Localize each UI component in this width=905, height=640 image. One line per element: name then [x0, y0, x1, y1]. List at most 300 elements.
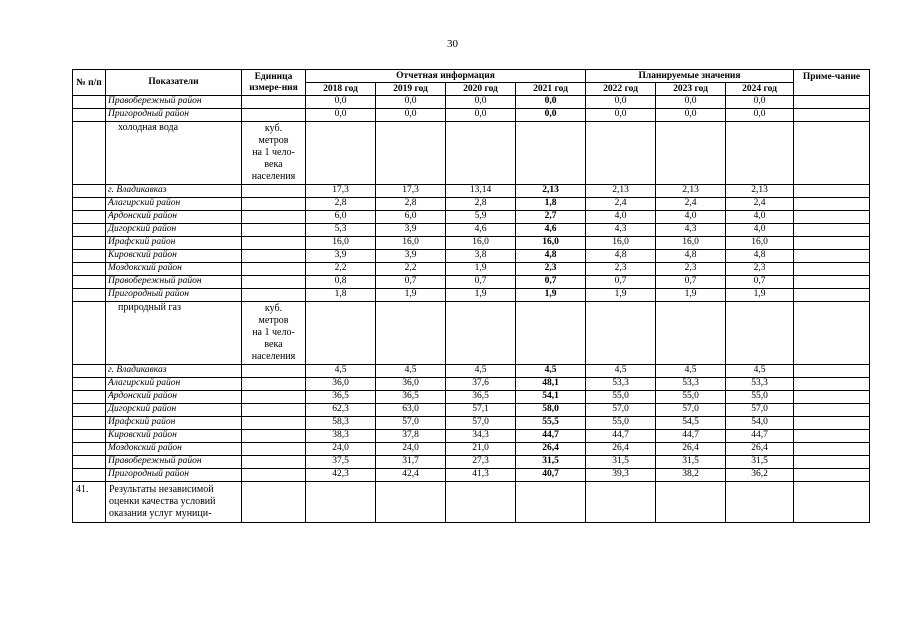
- header-note: Приме-чание: [794, 70, 870, 96]
- value-cell: 36,0: [306, 378, 376, 391]
- district-name: Алагирский район: [106, 378, 242, 391]
- year-header: 2022 год: [586, 83, 656, 96]
- table-row: [73, 211, 870, 224]
- note-cell: [794, 224, 870, 237]
- value-cell: 37,5: [306, 456, 376, 469]
- year-header: 2024 год: [726, 83, 794, 96]
- value-cell: 41,3: [446, 469, 516, 482]
- value-cell: 1,9: [446, 263, 516, 276]
- row-num-cell: [73, 417, 106, 430]
- value-cell: 0,7: [586, 276, 656, 289]
- value-cell: 6,0: [306, 211, 376, 224]
- value-cell: 4,5: [586, 365, 656, 378]
- empty-cell: [726, 122, 794, 185]
- value-cell: 16,0: [726, 237, 794, 250]
- value-cell: 17,3: [306, 185, 376, 198]
- header-planned: Планируемые значения: [586, 70, 794, 83]
- unit-line: населения: [251, 351, 296, 362]
- unit-cell: [242, 263, 306, 276]
- district-name: Ирафский район: [106, 417, 242, 430]
- item-number: 41.: [73, 482, 106, 523]
- note-cell: [794, 96, 870, 109]
- empty-cell: [306, 482, 376, 523]
- value-cell: 26,4: [516, 443, 586, 456]
- value-cell: 53,3: [656, 378, 726, 391]
- district-name: Кировский район: [106, 430, 242, 443]
- row-num-cell: [73, 211, 106, 224]
- district-name: Дигорский район: [106, 224, 242, 237]
- value-cell: 1,9: [586, 289, 656, 302]
- unit-cell: [242, 289, 306, 302]
- note-cell: [794, 185, 870, 198]
- empty-cell: [516, 302, 586, 365]
- value-cell: 40,7: [516, 469, 586, 482]
- table-row: [73, 391, 870, 404]
- note-cell: [794, 109, 870, 122]
- value-cell: 31,5: [516, 456, 586, 469]
- note-cell: [794, 365, 870, 378]
- note-cell: [794, 391, 870, 404]
- unit-cell: [242, 122, 306, 185]
- value-cell: 4,5: [446, 365, 516, 378]
- unit-cell: [242, 109, 306, 122]
- value-cell: 0,0: [586, 96, 656, 109]
- value-cell: 57,0: [726, 404, 794, 417]
- table-row: [73, 185, 870, 198]
- value-cell: 26,4: [656, 443, 726, 456]
- unit-cell: [242, 276, 306, 289]
- cold-water-row: [73, 122, 870, 185]
- value-cell: 63,0: [376, 404, 446, 417]
- note-cell: [794, 430, 870, 443]
- empty-cell: [516, 122, 586, 185]
- unit-cell: [242, 211, 306, 224]
- table-row: [73, 365, 870, 378]
- empty-cell: [446, 482, 516, 523]
- unit-line: века: [264, 339, 283, 350]
- value-cell: 0,8: [306, 276, 376, 289]
- empty-cell: [586, 302, 656, 365]
- value-cell: 4,8: [726, 250, 794, 263]
- value-cell: 38,2: [656, 469, 726, 482]
- value-cell: 0,0: [376, 109, 446, 122]
- note-cell: [794, 404, 870, 417]
- value-cell: 4,0: [726, 224, 794, 237]
- row-num-cell: [73, 185, 106, 198]
- value-cell: 0,0: [726, 96, 794, 109]
- value-cell: 4,6: [446, 224, 516, 237]
- district-name: Пригородный район: [106, 109, 242, 122]
- unit-line: метров: [258, 135, 289, 146]
- value-cell: 42,4: [376, 469, 446, 482]
- value-cell: 55,0: [586, 391, 656, 404]
- value-cell: 55,5: [516, 417, 586, 430]
- empty-cell: [656, 302, 726, 365]
- value-cell: 37,8: [376, 430, 446, 443]
- value-cell: 16,0: [586, 237, 656, 250]
- value-cell: 0,0: [446, 109, 516, 122]
- table-row: [73, 276, 870, 289]
- table-row: [73, 404, 870, 417]
- table-row: [73, 224, 870, 237]
- unit-cell: [242, 250, 306, 263]
- empty-cell: [306, 302, 376, 365]
- unit-line: века: [264, 159, 283, 170]
- value-cell: 54,5: [656, 417, 726, 430]
- value-cell: 58,0: [516, 404, 586, 417]
- value-cell: 2,13: [726, 185, 794, 198]
- unit-cell: [242, 469, 306, 482]
- value-cell: 0,7: [376, 276, 446, 289]
- district-name: Моздокский район: [106, 443, 242, 456]
- table-row: [73, 109, 870, 122]
- value-cell: 4,0: [726, 211, 794, 224]
- value-cell: 16,0: [446, 237, 516, 250]
- value-cell: 24,0: [376, 443, 446, 456]
- value-cell: 16,0: [306, 237, 376, 250]
- value-cell: 0,0: [726, 109, 794, 122]
- value-cell: 2,2: [376, 263, 446, 276]
- empty-cell: [656, 482, 726, 523]
- empty-cell: [794, 122, 870, 185]
- value-cell: 2,4: [586, 198, 656, 211]
- table-row: [73, 469, 870, 482]
- value-cell: 4,8: [656, 250, 726, 263]
- value-cell: 2,8: [446, 198, 516, 211]
- district-name: Кировский район: [106, 250, 242, 263]
- item-41-row: [73, 482, 870, 523]
- value-cell: 2,13: [586, 185, 656, 198]
- value-cell: 54,1: [516, 391, 586, 404]
- note-cell: [794, 289, 870, 302]
- value-cell: 39,3: [586, 469, 656, 482]
- row-num-cell: [73, 302, 106, 365]
- value-cell: 1,9: [376, 289, 446, 302]
- row-num-cell: [73, 391, 106, 404]
- unit-cell: [242, 456, 306, 469]
- value-cell: 1,9: [726, 289, 794, 302]
- district-name: Пригородный район: [106, 469, 242, 482]
- indicator-label: холодная вода: [106, 122, 242, 185]
- district-name: Алагирский район: [106, 198, 242, 211]
- value-cell: 31,7: [376, 456, 446, 469]
- table-body: [73, 96, 870, 523]
- row-num-cell: [73, 443, 106, 456]
- value-cell: 2,4: [656, 198, 726, 211]
- value-cell: 38,3: [306, 430, 376, 443]
- empty-cell: [376, 122, 446, 185]
- value-cell: 0,0: [516, 109, 586, 122]
- empty-cell: [586, 482, 656, 523]
- row-num-cell: [73, 237, 106, 250]
- empty-cell: [446, 122, 516, 185]
- value-cell: 4,0: [586, 211, 656, 224]
- value-cell: 54,0: [726, 417, 794, 430]
- table-row: [73, 96, 870, 109]
- value-cell: 2,13: [656, 185, 726, 198]
- note-cell: [794, 378, 870, 391]
- row-num-cell: [73, 456, 106, 469]
- value-cell: 2,3: [726, 263, 794, 276]
- value-cell: 5,9: [446, 211, 516, 224]
- value-cell: 4,3: [656, 224, 726, 237]
- row-num-cell: [73, 289, 106, 302]
- value-cell: 2,3: [516, 263, 586, 276]
- unit-cell: [242, 96, 306, 109]
- value-cell: 13,14: [446, 185, 516, 198]
- row-num-cell: [73, 96, 106, 109]
- value-cell: 4,5: [306, 365, 376, 378]
- note-cell: [794, 417, 870, 430]
- value-cell: 53,3: [726, 378, 794, 391]
- value-cell: 2,7: [516, 211, 586, 224]
- table-row: [73, 443, 870, 456]
- value-cell: 1,8: [306, 289, 376, 302]
- value-cell: 55,0: [586, 417, 656, 430]
- value-cell: 4,8: [516, 250, 586, 263]
- value-cell: 44,7: [586, 430, 656, 443]
- note-cell: [794, 469, 870, 482]
- unit-cell: [242, 302, 306, 365]
- value-cell: 16,0: [656, 237, 726, 250]
- value-cell: 0,7: [656, 276, 726, 289]
- district-name: г. Владикавказ: [106, 365, 242, 378]
- value-cell: 4,0: [656, 211, 726, 224]
- indicator-label: природный газ: [106, 302, 242, 365]
- value-cell: 36,5: [306, 391, 376, 404]
- value-cell: 55,0: [656, 391, 726, 404]
- value-cell: 4,6: [516, 224, 586, 237]
- value-cell: 0,0: [656, 109, 726, 122]
- value-cell: 53,3: [586, 378, 656, 391]
- table-row: [73, 430, 870, 443]
- district-name: г. Владикавказ: [106, 185, 242, 198]
- value-cell: 0,0: [306, 109, 376, 122]
- table-row: [73, 198, 870, 211]
- value-cell: 0,0: [516, 96, 586, 109]
- value-cell: 6,0: [376, 211, 446, 224]
- empty-cell: [306, 122, 376, 185]
- row-num-cell: [73, 250, 106, 263]
- value-cell: 1,9: [656, 289, 726, 302]
- year-header: 2023 год: [656, 83, 726, 96]
- unit-cell: [242, 224, 306, 237]
- value-cell: 2,3: [586, 263, 656, 276]
- value-cell: 0,7: [446, 276, 516, 289]
- value-cell: 1,8: [516, 198, 586, 211]
- row-num-cell: [73, 263, 106, 276]
- item-41-label: [106, 482, 242, 523]
- unit-cell: [242, 404, 306, 417]
- value-cell: 48,1: [516, 378, 586, 391]
- district-name: Пригородный район: [106, 289, 242, 302]
- value-cell: 44,7: [656, 430, 726, 443]
- row-num-cell: [73, 109, 106, 122]
- value-cell: 44,7: [726, 430, 794, 443]
- district-name: Ардонский район: [106, 391, 242, 404]
- year-header: 2021 год: [516, 83, 586, 96]
- row-num-cell: [73, 365, 106, 378]
- unit-line: на 1 чело-: [252, 327, 295, 338]
- unit-cell: [242, 443, 306, 456]
- value-cell: 3,9: [306, 250, 376, 263]
- empty-cell: [656, 122, 726, 185]
- natural-gas-row: [73, 302, 870, 365]
- empty-cell: [376, 302, 446, 365]
- item-label-line: оказания услуг муници-: [109, 508, 212, 519]
- value-cell: 42,3: [306, 469, 376, 482]
- table-row: [73, 289, 870, 302]
- row-num-cell: [73, 378, 106, 391]
- note-cell: [794, 443, 870, 456]
- value-cell: 57,1: [446, 404, 516, 417]
- empty-cell: [794, 482, 870, 523]
- row-num-cell: [73, 276, 106, 289]
- unit-cell: [242, 391, 306, 404]
- empty-cell: [726, 302, 794, 365]
- value-cell: 37,6: [446, 378, 516, 391]
- table-row: [73, 456, 870, 469]
- row-num-cell: [73, 404, 106, 417]
- value-cell: 4,5: [726, 365, 794, 378]
- item-label-line: Результаты независимой: [109, 484, 214, 495]
- unit-line: куб.: [264, 303, 283, 314]
- header-reported: Отчетная информация: [306, 70, 586, 83]
- district-name: Моздокский район: [106, 263, 242, 276]
- empty-cell: [516, 482, 586, 523]
- value-cell: 31,5: [586, 456, 656, 469]
- value-cell: 0,0: [376, 96, 446, 109]
- district-name: Правобережный район: [106, 456, 242, 469]
- value-cell: 57,0: [586, 404, 656, 417]
- value-cell: 58,3: [306, 417, 376, 430]
- value-cell: 57,0: [376, 417, 446, 430]
- note-cell: [794, 198, 870, 211]
- year-header: 2019 год: [376, 83, 446, 96]
- table-row: [73, 250, 870, 263]
- value-cell: 27,3: [446, 456, 516, 469]
- value-cell: 2,8: [376, 198, 446, 211]
- value-cell: 0,7: [516, 276, 586, 289]
- value-cell: 16,0: [376, 237, 446, 250]
- note-cell: [794, 263, 870, 276]
- value-cell: 36,0: [376, 378, 446, 391]
- unit-line: населения: [251, 171, 296, 182]
- note-cell: [794, 211, 870, 224]
- value-cell: 36,2: [726, 469, 794, 482]
- unit-cell: [242, 365, 306, 378]
- unit-cell: [242, 417, 306, 430]
- table-row: [73, 378, 870, 391]
- value-cell: 36,5: [446, 391, 516, 404]
- empty-cell: [794, 302, 870, 365]
- unit-cell: [242, 430, 306, 443]
- empty-cell: [586, 122, 656, 185]
- value-cell: 31,5: [656, 456, 726, 469]
- value-cell: 24,0: [306, 443, 376, 456]
- value-cell: 1,9: [446, 289, 516, 302]
- value-cell: 3,9: [376, 224, 446, 237]
- district-name: Правобережный район: [106, 276, 242, 289]
- value-cell: 2,4: [726, 198, 794, 211]
- value-cell: 36,5: [376, 391, 446, 404]
- indicators-table: [72, 69, 870, 523]
- value-cell: 0,7: [726, 276, 794, 289]
- header-unit: Единица измере-ния: [242, 70, 306, 96]
- district-name: Ардонский район: [106, 211, 242, 224]
- year-header: 2020 год: [446, 83, 516, 96]
- empty-cell: [446, 302, 516, 365]
- value-cell: 0,0: [306, 96, 376, 109]
- unit-cell: [242, 378, 306, 391]
- value-cell: 1,9: [516, 289, 586, 302]
- value-cell: 2,2: [306, 263, 376, 276]
- table-row: [73, 237, 870, 250]
- value-cell: 55,0: [726, 391, 794, 404]
- table-row: [73, 263, 870, 276]
- empty-cell: [242, 482, 306, 523]
- value-cell: 31,5: [726, 456, 794, 469]
- value-cell: 4,5: [516, 365, 586, 378]
- value-cell: 44,7: [516, 430, 586, 443]
- note-cell: [794, 250, 870, 263]
- note-cell: [794, 456, 870, 469]
- year-header: 2018 год: [306, 83, 376, 96]
- value-cell: 26,4: [726, 443, 794, 456]
- unit-line: на 1 чело-: [252, 147, 295, 158]
- value-cell: 17,3: [376, 185, 446, 198]
- value-cell: 0,0: [586, 109, 656, 122]
- value-cell: 5,3: [306, 224, 376, 237]
- row-num-cell: [73, 469, 106, 482]
- district-name: Дигорский район: [106, 404, 242, 417]
- page-number: 30: [447, 38, 458, 50]
- value-cell: 57,0: [656, 404, 726, 417]
- item-label-line: оценки качества условий: [109, 496, 216, 507]
- value-cell: 4,5: [376, 365, 446, 378]
- value-cell: 3,8: [446, 250, 516, 263]
- unit-line: куб.: [264, 123, 283, 134]
- value-cell: 57,0: [446, 417, 516, 430]
- district-name: Правобережный район: [106, 96, 242, 109]
- row-num-cell: [73, 430, 106, 443]
- value-cell: 2,8: [306, 198, 376, 211]
- value-cell: 21,0: [446, 443, 516, 456]
- row-num-cell: [73, 224, 106, 237]
- value-cell: 34,3: [446, 430, 516, 443]
- value-cell: 0,0: [446, 96, 516, 109]
- table-row: [73, 417, 870, 430]
- unit-cell: [242, 237, 306, 250]
- value-cell: 26,4: [586, 443, 656, 456]
- note-cell: [794, 237, 870, 250]
- header-num: № п/п: [73, 70, 106, 96]
- value-cell: 62,3: [306, 404, 376, 417]
- value-cell: 4,3: [586, 224, 656, 237]
- row-num-cell: [73, 198, 106, 211]
- header-indicators: Показатели: [106, 70, 242, 96]
- value-cell: 4,5: [656, 365, 726, 378]
- value-cell: 0,0: [656, 96, 726, 109]
- value-cell: 4,8: [586, 250, 656, 263]
- empty-cell: [376, 482, 446, 523]
- empty-cell: [726, 482, 794, 523]
- unit-line: метров: [258, 315, 289, 326]
- unit-cell: [242, 185, 306, 198]
- value-cell: 2,3: [656, 263, 726, 276]
- note-cell: [794, 276, 870, 289]
- value-cell: 16,0: [516, 237, 586, 250]
